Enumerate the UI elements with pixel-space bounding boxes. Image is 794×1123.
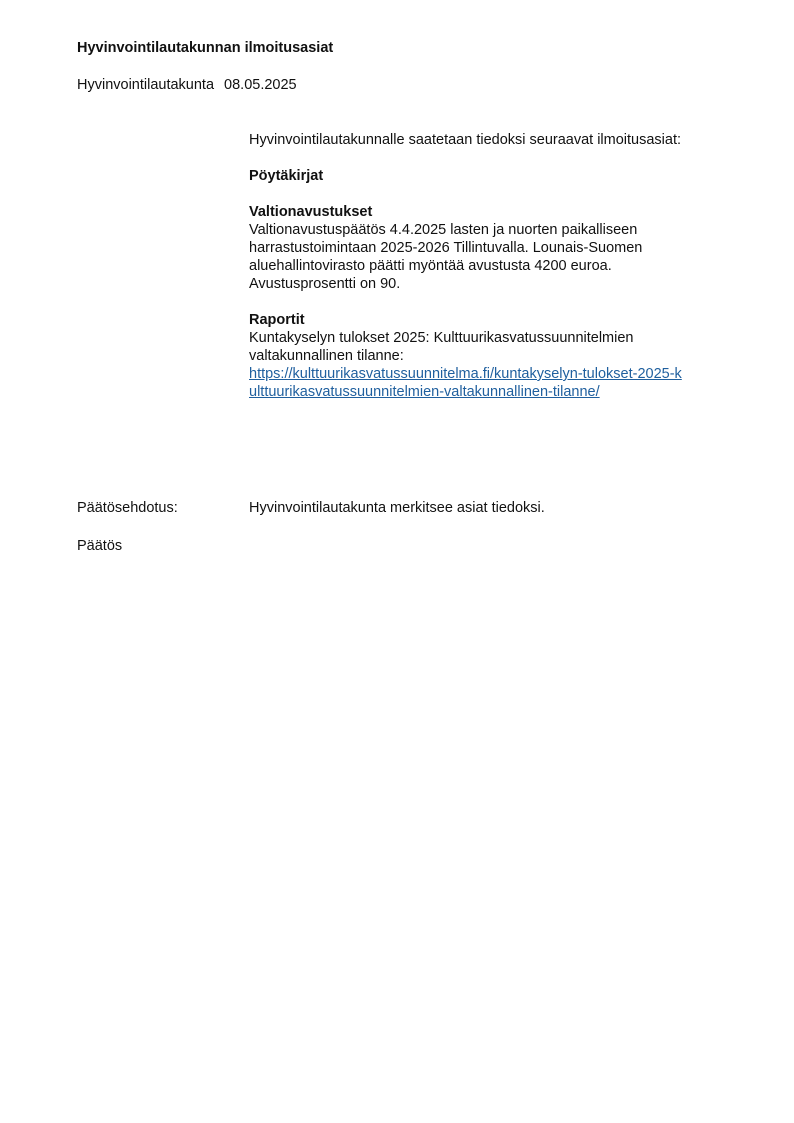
section-heading-poytakirjat: Pöytäkirjat: [249, 168, 324, 184]
committee-name: Hyvinvointilautakunta: [77, 77, 215, 93]
document-body: [249, 131, 719, 401]
section-heading-valtionavustukset: Valtionavustukset: [249, 204, 373, 220]
proposal-label: Päätösehdotus:: [77, 500, 178, 516]
document-title: Hyvinvointilautakunnan ilmoitusasiat: [77, 40, 334, 56]
meeting-date: 08.05.2025: [224, 77, 297, 93]
intro-text: Hyvinvointilautakunnalle saatetaan tiedoksi seuraavat ilmoitusasiat:: [249, 132, 682, 148]
proposal-text: Hyvinvointilautakunta merkitsee asiat tiedoksi.: [249, 500, 545, 516]
section-text-valtionavustukset: Valtionavustuspäätös 4.4.2025 lasten ja nuorten paikalliseen harrastustoimintaan 2025-2026 Tillintuvalla. Lounais-Suomen aluehallintovirasto päätti myöntää avustusta 4200 euroa. Avustusprosentti on 90.: [249, 222, 643, 292]
committee-date-line: [77, 76, 297, 94]
section-heading-raportit: Raportit: [249, 312, 305, 328]
decision-label: Päätös: [77, 538, 123, 554]
section-text-raportit: Kuntakyselyn tulokset 2025: Kulttuurikasvatussuunnitelmien valtakunnallinen tilanne:: [249, 330, 634, 364]
report-link[interactable]: https://kulttuurikasvatussuunnitelma.fi/kuntakyselyn-tulokset-2025-kulttuurikasvatussuunnitelmien-valtakunnallinen-tilanne/: [249, 366, 682, 400]
